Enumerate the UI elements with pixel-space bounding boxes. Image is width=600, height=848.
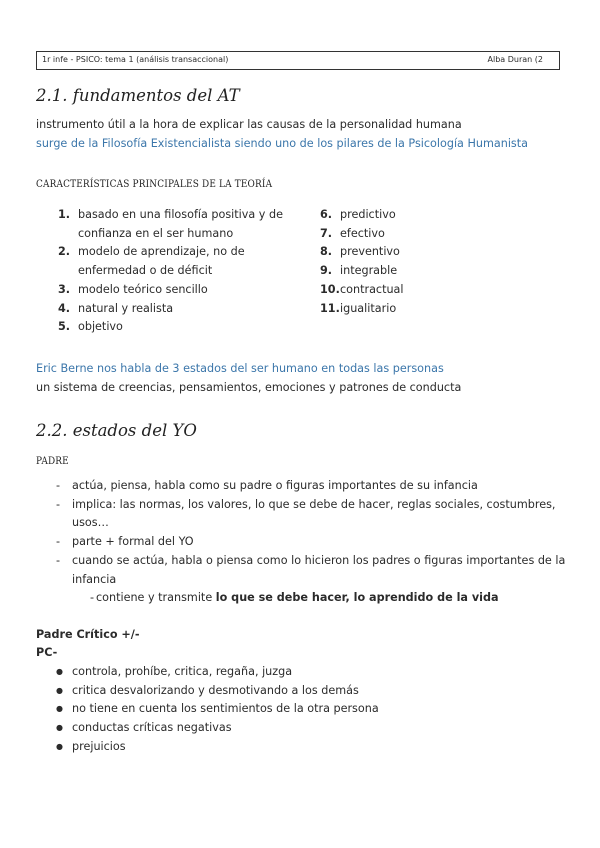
pc-list [56, 663, 566, 757]
list-item: 7. efectivo [320, 226, 385, 240]
padre-critico-heading: Padre Crítico +/- [36, 628, 140, 641]
pc-label: PC- [36, 646, 58, 659]
list-item: 3. modelo teórico sencillo [58, 282, 208, 296]
characteristics-heading: CARACTERÍSTICAS PRINCIPALES DE LA TEORÍA [36, 178, 273, 190]
list-item: ● critica desvalorizando y desmotivando a los demás [56, 682, 566, 701]
list-item: ● conductas críticas negativas [56, 719, 566, 738]
characteristics-list-right [320, 206, 520, 318]
list-item: 1. basado en una filosofía positiva y de confianza en el ser humano [58, 208, 283, 240]
berne-line-2: un sistema de creencias, pensamientos, emociones y patrones de conducta [36, 381, 462, 394]
berne-line-1: Eric Berne nos habla de 3 estados del ser humano en todas las personas [36, 362, 444, 375]
list-item: ● prejuicios [56, 738, 566, 757]
list-item: ● controla, prohíbe, critica, regaña, juzga [56, 663, 566, 682]
list-item: 5. objetivo [58, 320, 123, 334]
list-item: - parte + formal del YO [56, 533, 566, 552]
list-item: 6. predictivo [320, 208, 396, 221]
header-author: Alba Duran (2 [487, 55, 543, 64]
characteristics-list-left [58, 206, 308, 337]
list-item: - cuando se actúa, habla o piensa como lo hicieron los padres o figuras importantes de la infancia [56, 552, 566, 589]
list-item: ● no tiene en cuenta los sentimientos de la otra persona [56, 700, 566, 719]
fundamentos-line-1: instrumento útil a la hora de explicar las causas de la personalidad humana [36, 118, 462, 131]
list-item: 11. igualitario [320, 301, 397, 315]
fundamentos-line-2: surge de la Filosofía Existencialista siendo uno de los pilares de la Psicología Humanista [36, 137, 528, 150]
list-item: 4. natural y realista [58, 301, 174, 315]
page-header [36, 51, 560, 70]
section-title-fundamentos: 2.1. fundamentos del AT [36, 86, 240, 105]
list-item: - contiene y transmite lo que se debe hacer, lo aprendido de la vida [56, 589, 566, 608]
header-course: 1r infe - PSICO: tema 1 (análisis transaccional) [42, 55, 229, 64]
list-item: 10. contractual [320, 282, 404, 296]
list-item: 2. modelo de aprendizaje, no de enfermedad o de déficit [58, 245, 245, 278]
list-item: 8. preventivo [320, 245, 400, 259]
padre-heading: PADRE [36, 455, 69, 467]
list-item: - actúa, piensa, habla como su padre o figuras importantes de su infancia [56, 477, 566, 496]
section-title-estados: 2.2. estados del YO [36, 421, 197, 440]
list-item: 9. integrable [320, 264, 398, 278]
list-item: - implica: las normas, los valores, lo que se debe de hacer, reglas sociales, costumbres, usos… [56, 496, 566, 533]
padre-list [56, 477, 566, 608]
